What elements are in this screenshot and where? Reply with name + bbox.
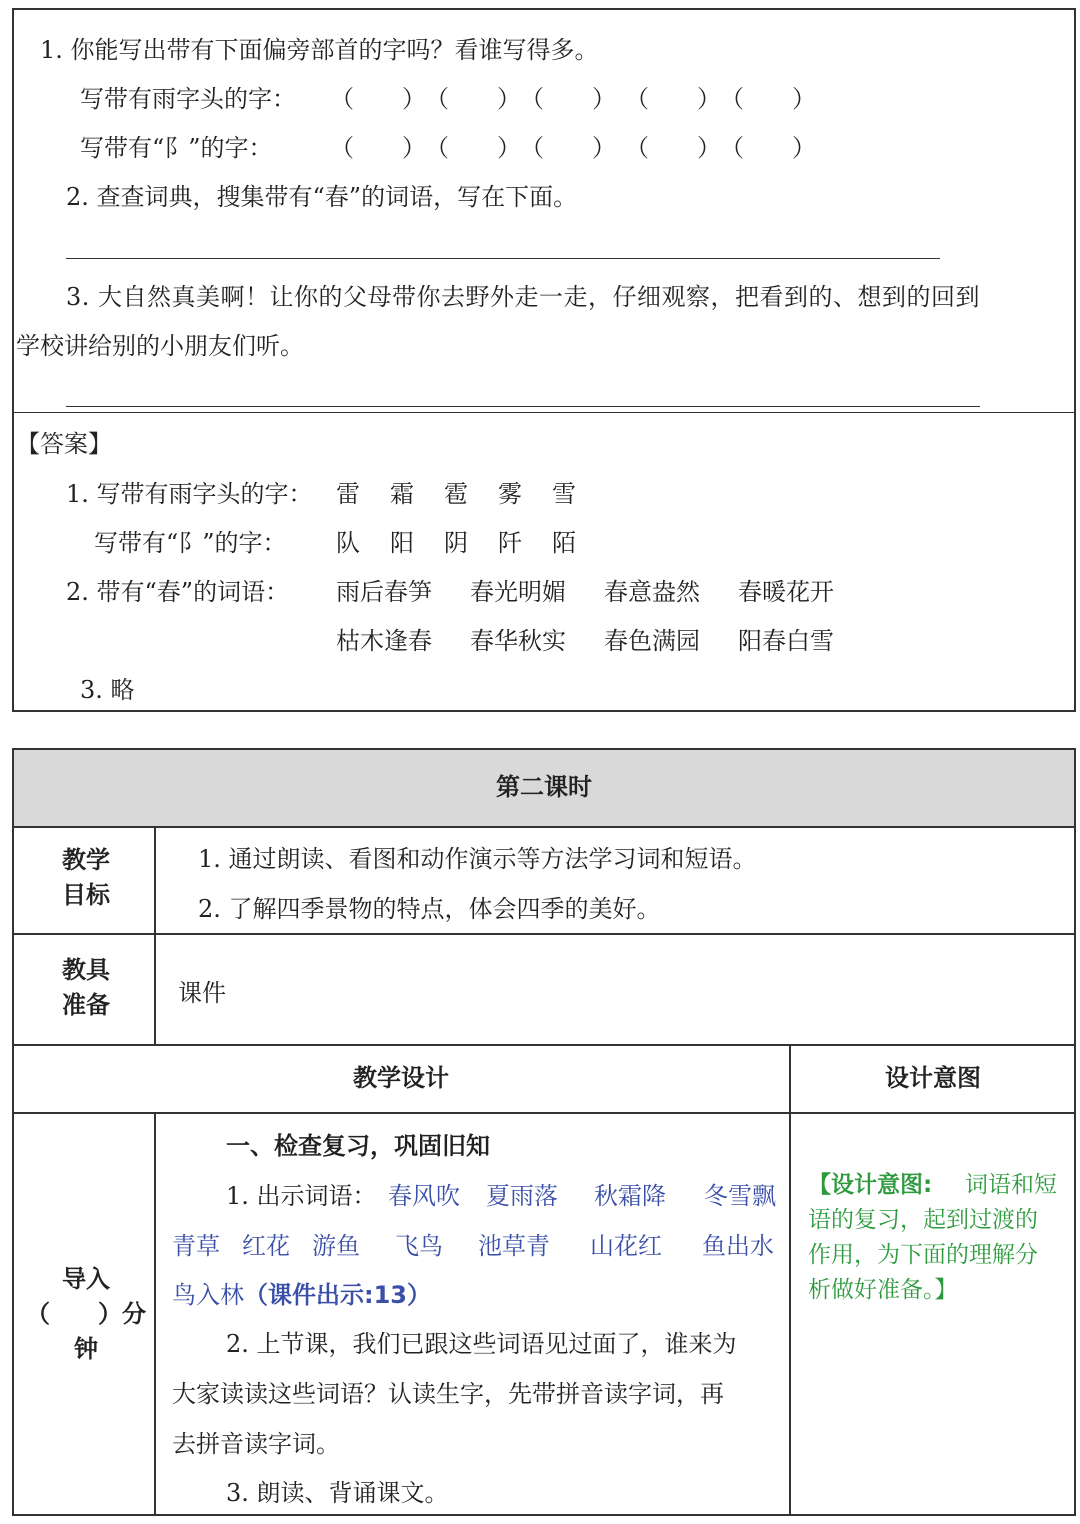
answer-2-word: 春暖花开 bbox=[738, 578, 834, 606]
intro-label-1: 导入 bbox=[62, 1265, 110, 1293]
answer-2-word: 春光明媚 bbox=[470, 578, 566, 606]
answer-3: 3. 略 bbox=[80, 676, 135, 704]
q2-answer-line[interactable] bbox=[66, 258, 940, 259]
intent-label: 【设计意图: bbox=[808, 1172, 933, 1198]
step1-word: 池草青 bbox=[478, 1232, 550, 1260]
answer-1-char: 雹 bbox=[444, 480, 468, 508]
answer-1b-char: 阡 bbox=[498, 529, 522, 557]
q2-title: 2. 查查词典，搜集带有“春”的词语，写在下面。 bbox=[66, 183, 578, 211]
answer-2-word: 雨后春笋 bbox=[336, 578, 432, 606]
q1-line1-blank-4[interactable]: （ ） bbox=[625, 85, 721, 113]
step3: 3. 朗读、背诵课文。 bbox=[226, 1479, 449, 1507]
intent-header: 设计意图 bbox=[885, 1064, 981, 1092]
answer-2-label: 2. 带有“春”的词语： bbox=[66, 578, 290, 606]
step1-word: 春风吹 bbox=[388, 1182, 460, 1210]
intent-line3: 作用，为下面的理解分 bbox=[808, 1242, 1038, 1268]
q1-line2-label: 写带有“阝”的字： bbox=[80, 134, 273, 162]
q1-line1-blank-2[interactable]: （ ） bbox=[425, 85, 521, 113]
q3-line2: 学校讲给别的小朋友们听。 bbox=[16, 332, 304, 360]
answer-2-word: 春色满园 bbox=[604, 627, 700, 655]
intent-line2: 语的复习，起到过渡的 bbox=[808, 1207, 1038, 1233]
goal-1: 1. 通过朗读、看图和动作演示等方法学习词和短语。 bbox=[198, 845, 757, 873]
answer-1b-label: 写带有“阝”的字： bbox=[94, 529, 287, 557]
row-divider bbox=[12, 1112, 1076, 1114]
tools-label-1: 教具 bbox=[62, 956, 110, 984]
answer-1b-char: 阴 bbox=[444, 529, 468, 557]
section-heading: 一、检查复习，巩固旧知 bbox=[226, 1132, 490, 1160]
answer-1b-char: 陌 bbox=[552, 529, 576, 557]
tools-value: 课件 bbox=[178, 979, 226, 1007]
answer-2-word: 枯木逢春 bbox=[336, 627, 432, 655]
q1-title: 1. 你能写出带有下面偏旁部首的字吗？看谁写得多。 bbox=[40, 36, 599, 64]
row-divider bbox=[12, 1044, 1076, 1046]
step2-line1: 2. 上节课，我们已跟这些词语见过面了，谁来为 bbox=[226, 1330, 737, 1358]
q1-line2-blank-1[interactable]: （ ） bbox=[330, 134, 426, 162]
row-divider bbox=[12, 826, 1076, 828]
q1-line1-blank-5[interactable]: （ ） bbox=[720, 85, 816, 113]
lesson-title: 第二课时 bbox=[496, 773, 592, 801]
answer-1-char: 雪 bbox=[552, 480, 576, 508]
q1-line1-label: 写带有雨字头的字： bbox=[80, 85, 296, 113]
q1-line2-blank-4[interactable]: （ ） bbox=[625, 134, 721, 162]
answer-1-char: 雷 bbox=[336, 480, 360, 508]
step2-line3: 去拼音读字词。 bbox=[172, 1430, 340, 1458]
intro-label-2: （ ）分 bbox=[26, 1300, 146, 1328]
step1-word: 鸟入林 bbox=[172, 1281, 244, 1309]
step1-word: 鱼出水 bbox=[702, 1232, 774, 1260]
exercise-answer-divider bbox=[12, 412, 1076, 413]
answer-2-word: 春华秋实 bbox=[470, 627, 566, 655]
goals-label-1: 教学 bbox=[62, 846, 110, 874]
step2-line2: 大家读读这些词语？认读生字，先带拼音读字词，再 bbox=[172, 1380, 724, 1408]
step1-word: 飞鸟 bbox=[395, 1232, 443, 1260]
answer-1-label: 1. 写带有雨字头的字： bbox=[66, 480, 313, 508]
answer-2-word: 春意盎然 bbox=[604, 578, 700, 606]
design-header: 教学设计 bbox=[353, 1064, 449, 1092]
q1-line2-blank-3[interactable]: （ ） bbox=[520, 134, 616, 162]
step1-word: 红花 bbox=[242, 1232, 290, 1260]
step1-word: 游鱼 bbox=[312, 1232, 360, 1260]
row-divider bbox=[12, 933, 1076, 935]
courseware-note: （课件出示:13） bbox=[244, 1281, 431, 1309]
step1-word: 山花红 bbox=[590, 1232, 662, 1260]
step1-word: 夏雨落 bbox=[486, 1182, 558, 1210]
tools-label-2: 准备 bbox=[62, 991, 110, 1019]
answer-2-word: 阳春白雪 bbox=[738, 627, 834, 655]
q1-line2-blank-2[interactable]: （ ） bbox=[425, 134, 521, 162]
goal-2: 2. 了解四季景物的特点，体会四季的美好。 bbox=[198, 895, 661, 923]
q3-answer-line[interactable] bbox=[66, 406, 980, 407]
answer-1-char: 雾 bbox=[498, 480, 522, 508]
q1-line1-blank-1[interactable]: （ ） bbox=[330, 85, 426, 113]
q1-line1-blank-3[interactable]: （ ） bbox=[520, 85, 616, 113]
step1-word: 冬雪飘 bbox=[704, 1182, 776, 1210]
answer-1-char: 霜 bbox=[390, 480, 414, 508]
col-divider-intent bbox=[789, 1044, 791, 1516]
intent-line1: 词语和短 bbox=[965, 1172, 1057, 1198]
answer-heading: 【答案】 bbox=[16, 430, 112, 458]
step1-word: 青草 bbox=[172, 1232, 220, 1260]
answer-1b-char: 阳 bbox=[390, 529, 414, 557]
answer-1b-char: 队 bbox=[336, 529, 360, 557]
intent-line4: 析做好准备。】 bbox=[808, 1277, 958, 1303]
step1-word: 秋霜降 bbox=[594, 1182, 666, 1210]
intro-label-3: 钟 bbox=[74, 1335, 98, 1363]
step1-prefix: 1. 出示词语： bbox=[226, 1182, 377, 1210]
q3-line1: 3. 大自然真美啊！让你的父母带你去野外走一走，仔细观察，把看到的、想到的回到 bbox=[66, 283, 981, 311]
q1-line2-blank-5[interactable]: （ ） bbox=[720, 134, 816, 162]
goals-label-2: 目标 bbox=[62, 881, 110, 909]
